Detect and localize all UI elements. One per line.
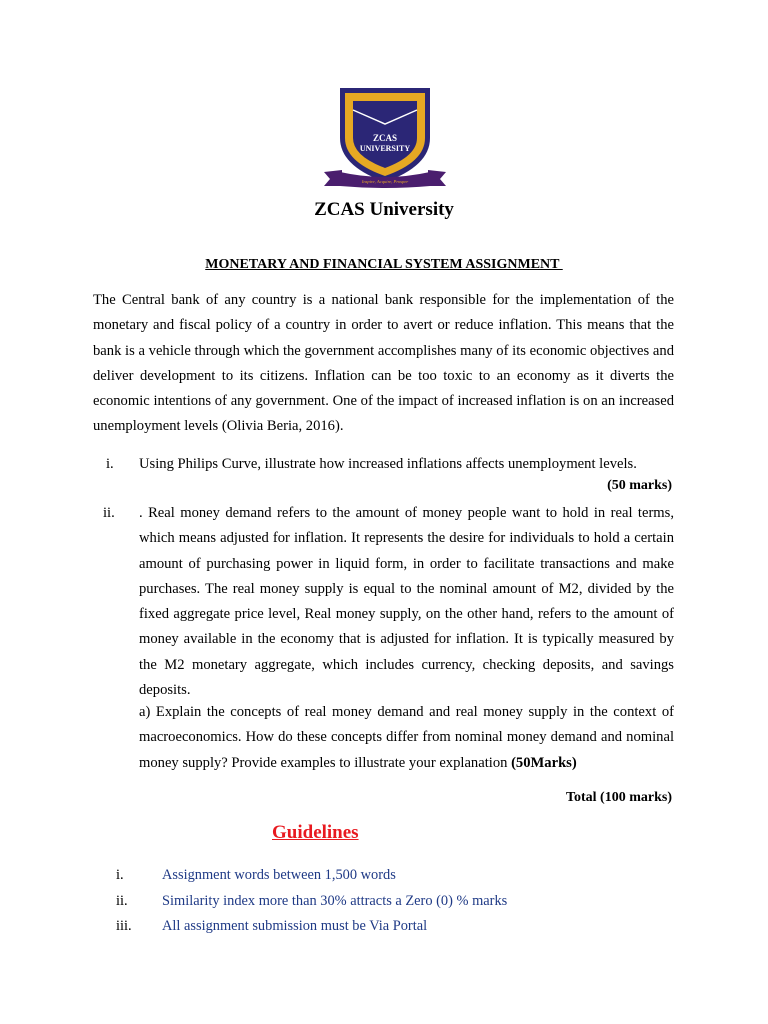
university-title: ZCAS University <box>314 199 454 220</box>
question-2-subquestion <box>139 700 674 776</box>
guideline-1-text: Assignment words between 1,500 words <box>162 867 396 883</box>
zcas-university-logo <box>322 86 448 190</box>
question-2-number: ii. <box>103 505 115 521</box>
question-1-text: Using Philips Curve, illustrate how increased inflations affects unemployment levels. <box>139 456 637 472</box>
question-1-marks: (50 marks) <box>607 478 672 493</box>
question-2-subquestion-text: a) Explain the concepts of real money demand and real money supply in the context of macroeconomics. How do these concepts differ from nominal money demand and nominal money supply? Provide examples to illustrate your explanation <box>139 704 674 771</box>
guideline-2-text: Similarity index more than 30% attracts a Zero (0) % marks <box>162 893 508 909</box>
total-marks: Total (100 marks) <box>565 790 672 805</box>
question-1-number: i. <box>106 456 114 472</box>
assignment-heading: MONETARY AND FINANCIAL SYSTEM ASSIGNMENT <box>205 257 563 272</box>
question-2-text: . Real money demand refers to the amount of money people want to hold in real terms, which means adjusted for inflation. It represents the desire for individuals to hold a certain amount of purchasing power in liquid form, in order to facilitate transactions and make purchases. The real money supply is equal to the nominal amount of M2, divided by the fixed aggregate price level, Real money supply, on the other hand, refers to the amount of money available in the economy that is adjusted for inflation. It is typically measured by the M2 monetary aggregate, which includes currency, checking deposits, and savings deposits. <box>139 505 674 699</box>
guideline-3-text: All assignment submission must be Via Portal <box>162 918 428 934</box>
intro-paragraph: The Central bank of any country is a national bank responsible for the implementation of the monetary and fiscal policy of a country in order to avert or reduce inflation. This means that the bank is a vehicle through which the government accomplishes many of its economic objectives and deliver development to its citizens. Inflation can be too toxic to an economy as it diverts the economic intentions of any government. One of the impact of increased inflation is on an increased unemployment levels (Olivia Beria, 2016). <box>93 292 674 435</box>
question-2-subquestion-marks: (50Marks) <box>511 754 577 771</box>
logo-motto: Inspire, Acquire, Prosper <box>361 179 409 184</box>
logo-line1: ZCAS <box>372 133 398 143</box>
guideline-3-number: iii. <box>116 918 132 934</box>
guideline-2-number: ii. <box>116 893 128 909</box>
guideline-1-number: i. <box>116 867 124 883</box>
logo-line2: UNIVERSITY <box>359 144 411 153</box>
guidelines-title: Guidelines <box>272 822 359 843</box>
